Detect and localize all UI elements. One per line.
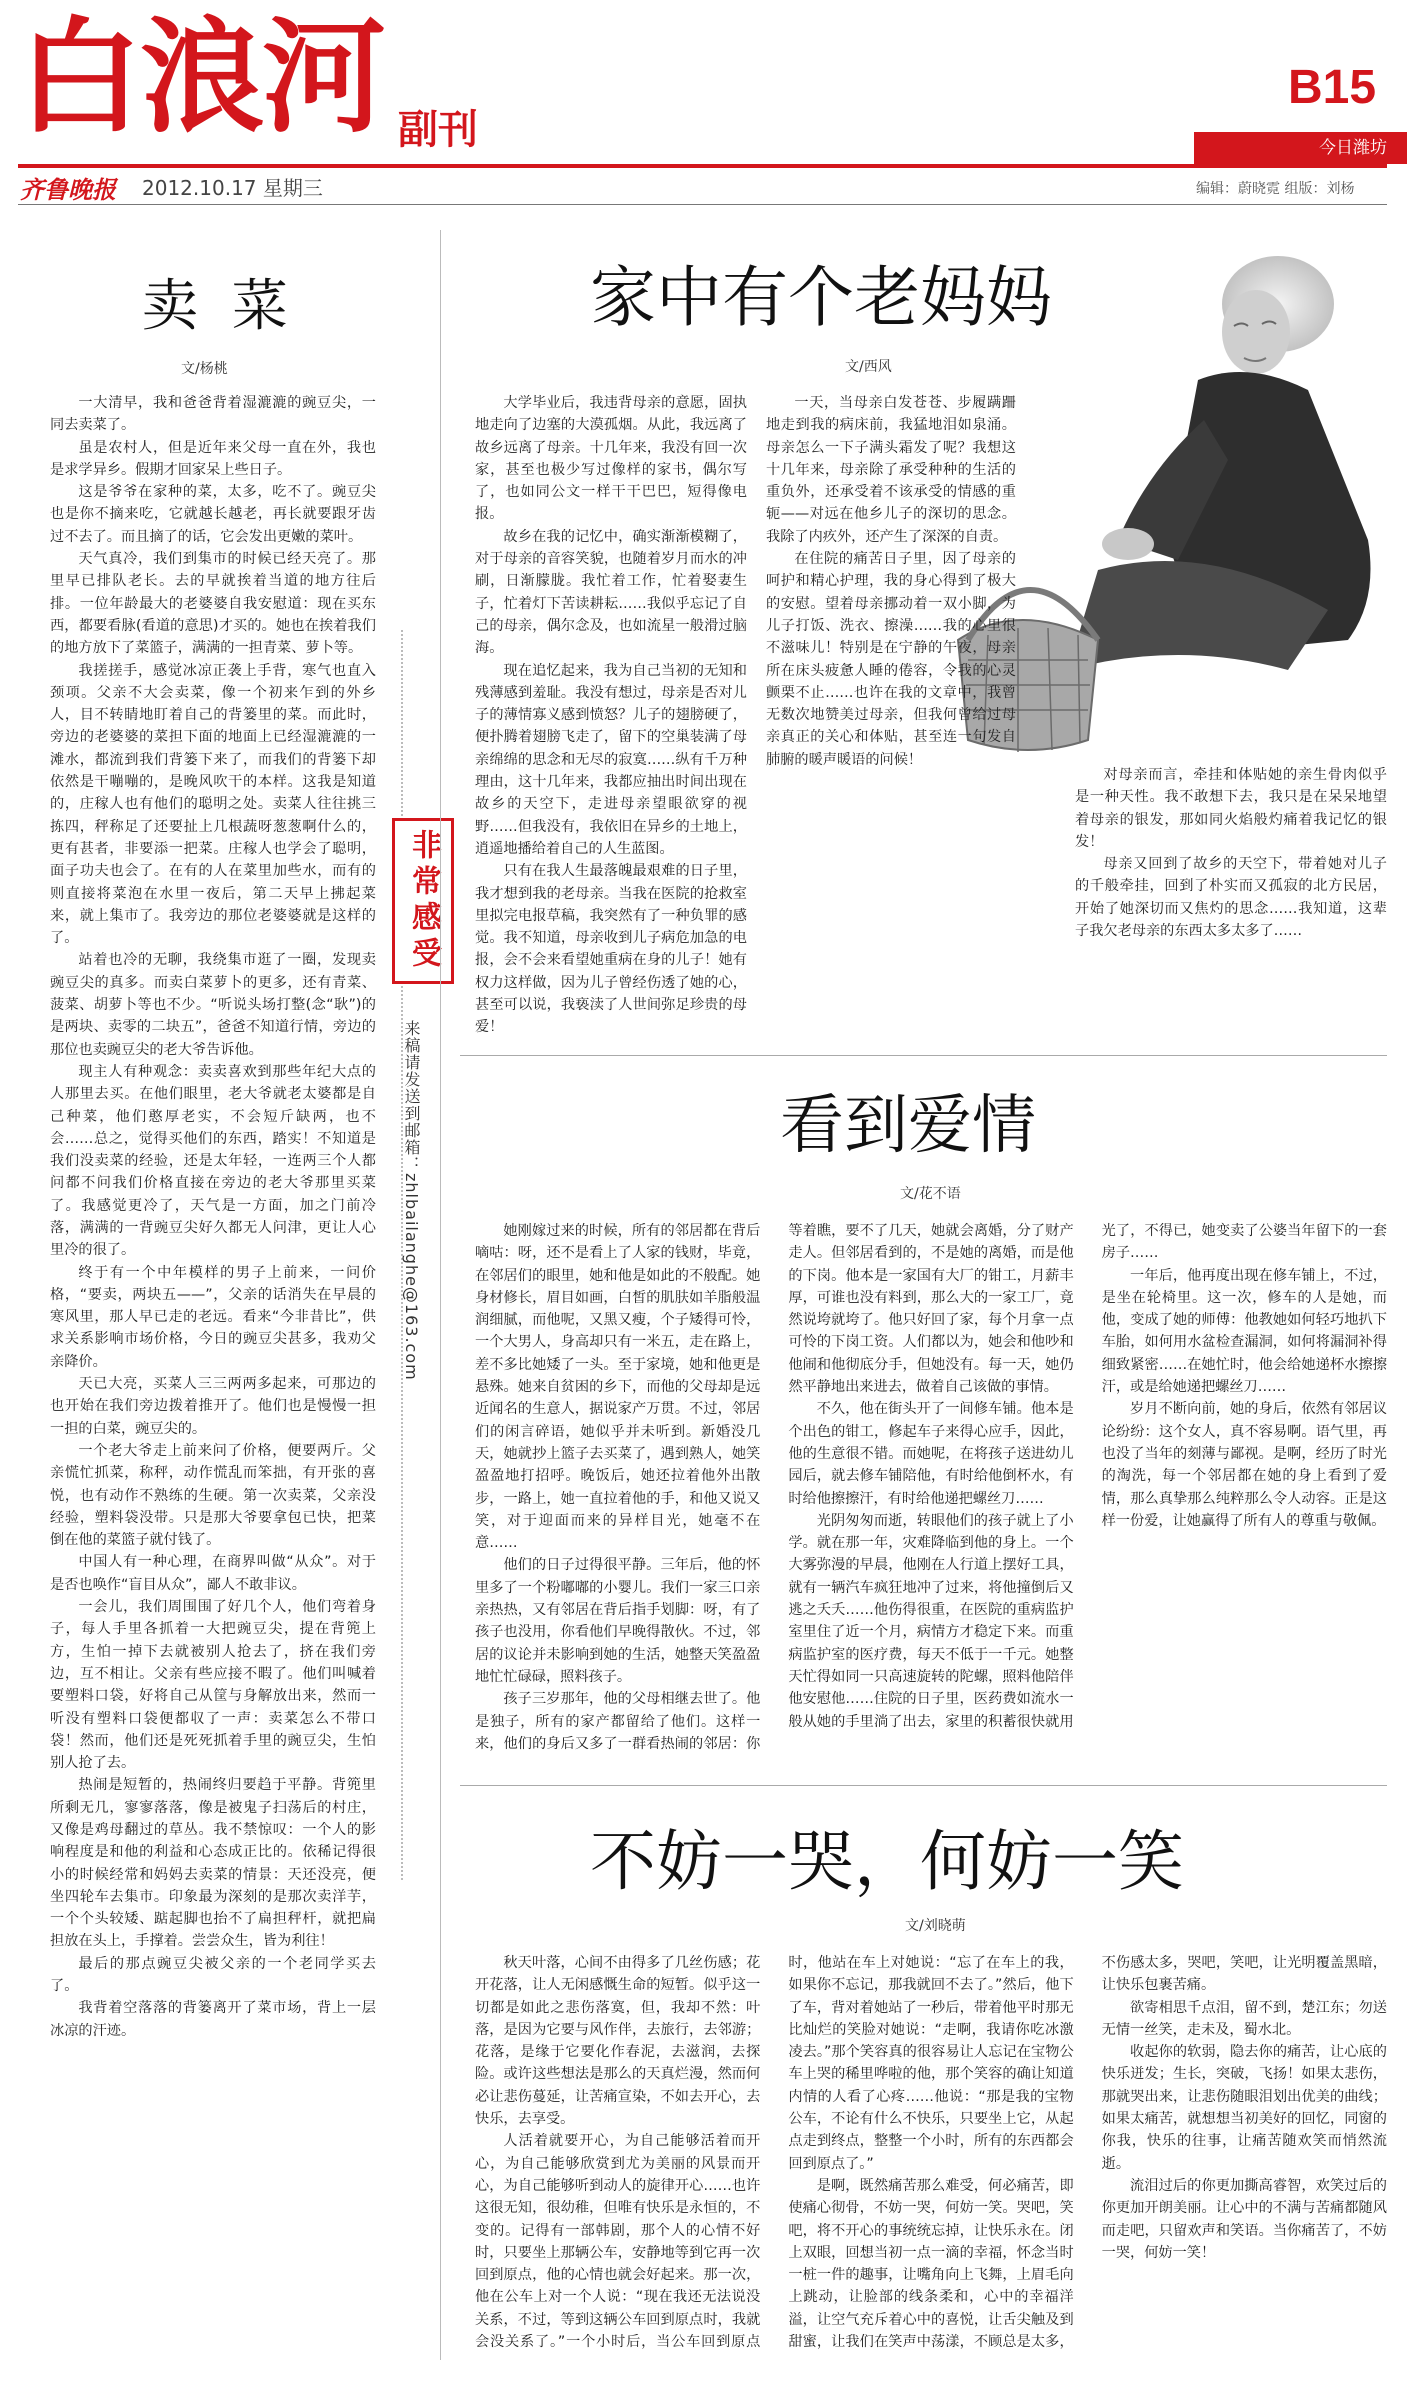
paragraph: 一大清早，我和爸爸背着湿漉漉的豌豆尖，一同去卖菜了。 (50, 395, 376, 434)
paragraph: 站着也冷的无聊，我绕集市逛了一圈，发现卖豌豆尖的真多。而卖白菜萝卜的更多，还有青菜、菠菜、胡萝卜等也不少。“听说头场打整(念“耿”)的是两块、卖零的二块五”，爸爸不知道行情，旁边的那位也卖豌豆尖的老大爷告诉他。 (50, 952, 376, 1058)
paragraph: 人活着就要开心，为自己能够活着而开心，为自己能够欣赏到尤为美丽的风景而开心，为自己能够听到动人的旋律开心……也许这很无知，很幼稚，但唯有快乐是永恒的，不变的。记得有一部韩剧，那个人的心情不好时，只要坐上那辆公车，安静地等到它再一次回到原点，他的心情也就会好起来。那一次，他在公车上对一个人说：“现在我还无法说没关系，不过，等到这辆公车回到原点时，我就会没关系了。”一个小时后，当公车回到原点时，他站在车上对她说：“忘了在车上的我，如果你不忘记，那我就回不去了。”然后，他下了车，背对着她站了一秒后，带着他平时那无比灿烂的笑脸对她说：“走啊，我请你吃冰激凌去。”那个笑容真的很容易让人忘记在宝物公车上哭的稀里哗啦的他，那个笑容的确让知道内情的人看了心疼……他说：“那是我的宝物公车，不论有什么不快乐，只要坐上它，从起点走到终点，整整一个小时，所有的东西都会回到原点了。” (475, 1955, 1074, 2351)
paragraph: 这是爷爷在家种的菜，太多，吃不了。豌豆尖也是你不摘来吃，它就越长越老，再长就要跟牙齿过不去了。而且摘了的话，它会发出更嫩的菜叶。 (50, 484, 376, 545)
paragraph: 孩子三岁那年，他的父母相继去世了。他是独子，所有的家产都留给了他们。这样一来，他们的身后又多了一群看热闹的邻居：你等着瞧，要不了几天，她就会离婚，分了财产走人。但邻居看到的，不是她的离婚，而是他的下岗。他本是一家国有大厂的钳工，月薪丰厚，可谁也没有料到，那么大的一家工厂，竟然说垮就垮了。他只好回了家，每个月拿一点可怜的下岗工资。人们都以为，她会和他吵和他闹和他彻底分手，但她没有。每一天，她仍然平静地出来进去，做着自己该做的事情。 (475, 1223, 1074, 1752)
paragraph: 对母亲而言，牵挂和体贴她的亲生骨肉似乎是一种天性。我不敢想下去，我只是在呆呆地望着母亲的银发，那如同火焰般灼痛着我记忆的银发！ (1075, 767, 1387, 850)
article-body-mother-col3 (1075, 764, 1387, 1040)
paragraph: 虽是农村人，但是近年来父母一直在外，我也是求学异乡。假期才回家呆上些日子。 (50, 439, 376, 478)
paragraph: 中国人有一种心理，在商界叫做“从众”。对于是否也唤作“盲目从众”，鄙人不敢非议。 (50, 1554, 376, 1593)
editor-line: 编辑：蔚晓霓 组版：刘杨 (1196, 181, 1355, 197)
paragraph: 大学毕业后，我违背母亲的意愿，固执地走向了边塞的大漠孤烟。从此，我远离了故乡远离了母亲。十几年来，我没有回一次家，甚至也极少写过像样的家书，偶尔写了，也如同公文一样干干巴巴，短得像电报。 (475, 395, 747, 523)
paragraph: 故乡在我的记忆中，确实渐渐模糊了，对于母亲的音容笑貌，也随着岁月而水的冲刷，日渐朦胧。我忙着工作，忙着娶妻生子，忙着灯下苦读耕耘……我似乎忘记了自己的母亲，偶尔念及，也如流星一般滑过脑海。 (475, 528, 747, 657)
paragraph: 是啊，既然痛苦那么难受，何必痛苦，即使痛心彻骨，不妨一哭，何妨一笑。哭吧，笑吧，将不开心的事统统忘掉，让快乐永在。闭上双眼，回想当初一点一滴的幸福，怀念当时一桩一件的趣事，让嘴角向上飞舞，上眉毛向上跳动，让脸部的线条柔和，心中的幸福洋溢，让空气充斥着心中的喜悦，让舌尖触及到甜蜜，让我们在笑声中荡漾，不顾总是太多，不伤感太多，哭吧，笑吧，让光明覆盖黑暗，让快乐包裹苦痛。 (788, 1955, 1387, 2351)
paragraph: 欲寄相思千点泪，留不到，楚江东；勿送无情一丝笑，走未及，蜀水北。 (1101, 1999, 1387, 2038)
paragraph: 最后的那点豌豆尖被父亲的一个老同学买去了。 (50, 1955, 376, 1995)
column-rule (440, 230, 441, 2360)
submission-email: 来稿请发送到邮箱：zhlbailanghe@163.com (402, 1020, 421, 1381)
section-rule (460, 1055, 1387, 1056)
paragraph: 不久，他在街头开了一间修车铺。他本是个出色的钳工，修起车子来得心应手，因此，他的生意很不错。而她呢，在将孩子送进幼儿园后，就去修车铺陪他，有时给他倒杯水，有时给他擦擦汗，有时给他递把螺丝刀…… (788, 1401, 1074, 1507)
paragraph: 收起你的软弱，隐去你的痛苦，让心底的快乐迸发；生长，突破，飞扬！如果太悲伤，那就哭出来，让悲伤随眼泪划出优美的曲线；如果太痛苦，就想想当初美好的回忆，同窗的你我，快乐的往事，让痛苦随欢笑而悄然流逝。 (1101, 2044, 1387, 2172)
paragraph: 只有在我人生最落魄最艰难的日子里，我才想到我的老母亲。当我在医院的抢救室里拟完电报草稿，我突然有了一种负罪的感觉。我不知道，母亲收到儿子病危加急的电报，会不会来看望她重病在身的儿子！她有权力这样做，因为儿子曾经伤透了她的心，甚至可以说，我亵渎了人世间弥足珍贵的母爱！ (475, 863, 747, 1036)
paragraph: 他们的日子过得很平静。三年后，他的怀里多了一个粉嘟嘟的小婴儿。我们一家三口亲亲热热，又有邻居在背后指手划脚：呀，有了孩子也没用，你看他们早晚得散伙。不过，邻居的议论并未影响到她的生活，她整天笑盈盈地忙忙碌碌，照料孩子。 (475, 1557, 761, 1685)
masthead-title: 白浪河 (18, 5, 385, 150)
header-thin-rule (18, 204, 1387, 205)
paragraph: 天气真冷，我们到集市的时候已经天亮了。那里早已排队老长。去的早就挨着当道的地方往后排。一位年龄最大的老婆婆自我安慰道：现在买东西，都要看脉(看道的意思)才买的。她也在挨着我们的地方放下了菜篮子，满满的一担青菜、萝卜等。 (50, 551, 376, 657)
paragraph: 光阴匆匆而逝，转眼他们的孩子就上了小学。就在那一年，灾难降临到他的身上。一个大雾弥漫的早晨，他刚在人行道上摆好工具，就有一辆汽车疯狂地冲了过来，将他撞倒后又逃之夭夭……他伤得很重，在医院的重病监护室里住了近一个月，病情方才稳定下来。而重病监护室的医疗费，每天不低于一千元。她整天忙得如同一只高速旋转的陀螺，照料他陪伴他安慰他……住院的日子里，医药费如流水一般从她的手里淌了出去，家里的积蓄很快就用光了，不得已，她变卖了公婆当年留下的一套房子…… (788, 1223, 1387, 1730)
paragraph: 流泪过后的你更加撕高睿智，欢笑过后的你更加开朗美丽。让心中的不满与苦痛都随风而走吧，只留欢声和笑语。当你痛苦了，不妨一哭，何妨一笑！ (1101, 2177, 1387, 2261)
paragraph: 一会儿，我们周围围了好几个人，他们弯着身子，每人手里各抓着一大把豌豆尖，提在背篼上方，生怕一掉下去就被别人抢去了，挤在我们旁边，互不相让。父亲有些应接不暇了。他们叫喊着要塑料口袋，好将自己从筐与身解放出来，然而一听没有塑料口袋便都収了一声：卖菜怎么不带口袋！然而，他们还是死死抓着手里的豌豆尖，生怕别人抢了去。 (50, 1599, 376, 1772)
article-title-love: 看到爱情 (780, 1089, 1036, 1163)
paragraph: 她刚嫁过来的时候，所有的邻居都在背后嘀咕：呀，还不是看上了人家的钱财，毕竟，在邻居们的眼里，她和他是如此的不般配。她身材修长，眉目如画，白皙的肌肤如羊脂般温润细腻，而他呢，又黑又瘦，个子矮得可怜，一个大男人，身高却只有一米五，走在路上，差不多比她矮了一头。至于家境，她和他更是悬殊。她来自贫困的乡下，而他的父母却是远近闻名的生意人，据说家产万贯。不过，邻居们的闲言碎语，她似乎并未听到。新婚没几天，她就抄上篮子去买菜了，遇到熟人，她笑盈盈地打招呼。晚饭后，她还拉着他外出散步，一路上，她一直拉着他的手，和他又说又笑，对于迎面而来的异样目光，她毫不在意…… (475, 1223, 761, 1552)
page-number: B15 (1288, 61, 1377, 114)
paragraph: 在住院的痛苦日子里，因了母亲的呵护和精心护理，我的身心得到了极大的安慰。望着母亲挪动着一双小脚，为儿子打饭、洗衣、擦澡……我的心里很不滋味儿！特别是在宁静的午夜，母亲所在床头疲惫人睡的倦容，令我的心灵颤栗不止……也许在我的文章中，我曾无数次地赞美过母亲，但我何曾给过母亲真正的关心和体贴，甚至连一句发自肺腑的暖声暖语的问候！ (766, 551, 1016, 768)
article-title-mother: 家中有个老妈妈 (590, 259, 1052, 336)
feature-stamp: 非常感受 (392, 818, 454, 984)
article-body-mother-col1 (475, 392, 747, 1040)
paragraph: 一天，当母亲白发苍苍、步履蹒跚地走到我的病床前，我猛地泪如泉涌。母亲怎么一下子满头霜发了呢？我想这十几年来，母亲除了承受种种的生活的重负外，还承受着不该承受的情感的重轭——对远在他乡儿子的深切的思念。我除了内疚外，还产生了深深的自责。 (766, 395, 1016, 545)
paragraph: 热闹是短暂的，热闹终归要趋于平静。背篼里所剩无几，寥寥落落，像是被鬼子扫荡后的村庄，又像是鸡母翻过的草丛。我不禁惊叹：一个人的影响程度是和他的利益和心态成正比的。依稀记得很小的时候经常和妈妈去卖菜的情景：天还没亮，便坐四轮车去集市。印象最为深刻的是那次卖洋芋，一个个头较矮、踮起脚也抬不了扁担秤杆，就把扁担放在头上，手撑着。尝尝众生，皆为利往！ (50, 1777, 376, 1950)
paragraph: 现在追忆起来，我为自己当初的无知和残薄感到羞耻。我没有想过，母亲是否对儿子的薄情寡义感到愤怒？儿子的翅膀硬了，便扑腾着翅膀飞走了，留下的空巢装满了母亲绵绵的思念和无尽的寂寞……纵有千万种理由，这十几年来，我都应抽出时间出现在故乡的天空下，走进母亲望眼欲穿的视野……但我没有，我依旧在异乡的土地上，逍遥地播给着自己的人生蓝图。 (475, 662, 747, 857)
paragraph: 我背着空落落的背篓离开了菜市场，背上一层冰凉的汗迹。 (50, 2000, 376, 2039)
paragraph: 一年后，他再度出现在修车铺上，不过，是坐在轮椅里。这一次，修车的人是她，而他，变成了她的师傅：他教她如何轻巧地扒下车胎，如何用水盆检查漏洞，如何将漏洞补得细致紧密……在她忙时，他会给她递杯水擦擦汗，或是给她递把螺丝刀…… (1101, 1267, 1387, 1396)
issue-date: 2012.10.17 星期三 (142, 176, 323, 200)
article-byline-mother: 文/西风 (845, 359, 892, 375)
article-body-cry (475, 1952, 1387, 2362)
paragraph: 母亲又回到了故乡的天空下，带着她对儿子的千般牵挂，回到了朴实而又孤寂的北方民居，开始了她深切而又焦灼的思念……我知道，这辈子我欠老母亲的东西太多太多了…… (1075, 856, 1387, 940)
article-body-mother-col2 (766, 392, 1016, 1040)
article-title-maicai: 卖 菜 (142, 274, 296, 339)
paragraph: 一个老大爷走上前来问了价格，便要两斤。父亲慌忙抓菜，称秤，动作慌乱而笨拙，有开张的喜悦，也有动作不熟练的生硬。第一次卖菜，父亲没经验，塑料袋没带。只是那大爷要拿包已快，把菜倒在他的菜篮子就付钱了。 (50, 1442, 376, 1549)
supplement-label: 副刊 (398, 106, 478, 153)
paragraph: 现主人有种观念：卖卖喜欢到那些年纪大点的人那里去买。在他们眼里，老大爷就老太婆都是自己种菜，他们憨厚老实，不会短斤缺两，也不会……总之，觉得买他们的东西，踏实！不知道是我们没卖菜的经验，还是太年轻，一连两三个人都问都不问我们价格直接在旁边的老大爷那里买菜了。我感觉更冷了，天气是一方面，加之门前冷落，满满的一背豌豆尖好久都无人问津，更让人心里冷的很了。 (50, 1063, 376, 1259)
paragraph: 秋天叶落，心间不由得多了几丝伤感；花开花落，让人无闲感慨生命的短暂。似乎这一切都是如此之悲伤落寞，但，我却不然：叶落，是因为它要与风作伴，去旅行，去邻游；花落，是缘于它要化作春泥，去滋润，去探险。或许这些想法是那么的天真烂漫，然而何必让悲伤蔓延，让苦痛宣染，不如去开心，去快乐，去享受。 (475, 1955, 761, 2128)
paragraph: 终于有一个中年模样的男子上前来，一问价格，“要卖，两块五——”，父亲的话消失在早晨的寒风里，那人早已走的老远。看来“今非昔比”，供求关系影响市场价格，今日的豌豆尖甚多，我劝父亲降价。 (50, 1264, 376, 1370)
article-body-maicai (50, 392, 376, 2352)
header-rule (18, 164, 1387, 168)
paragraph: 天已大亮，买菜人三三两两多起来，可那边的也开始在我们旁边拨着推开了。他们也是慢慢一担一担的白菜，豌豆尖的。 (50, 1376, 376, 1437)
article-title-cry: 不妨一哭，何妨一笑 (590, 1823, 1184, 1900)
section-tab: 今日潍坊 (1194, 132, 1407, 164)
article-byline-maicai: 文/杨桃 (181, 361, 228, 377)
paragraph: 我搓搓手，感觉冰凉正袭上手背，寒气也直入颈项。父亲不大会卖菜，像一个初来乍到的外乡人，目不转睛地盯着自己的背篓里的菜。而此时，旁边的老婆婆的菜担下面的地面上已经湿漉漉的一滩水，都流到我们背篓下来了，而我们的背篓下却依然是干嘣嘣的，是晚风吹干的本样。这我是知道的，庄稼人也有他们的聪明之处。卖菜人往往挑三拣四，秤称足了还要扯上几根蔬呀葱葱啊什么的，更有甚者，非要添一把菜。庄稼人也学会了聪明，面子功夫也会了。在有的人在菜里加些水，而有的则直接将菜泡在水里一夜后，第二天早上拂起菜来，就上集市了。我旁边的那位老婆婆就是这样的了。 (50, 662, 376, 947)
section-rule (460, 1785, 1387, 1786)
article-body-love (475, 1220, 1387, 1775)
article-byline-love: 文/花不语 (900, 1186, 961, 1202)
article-byline-cry: 文/刘晓萌 (905, 1918, 966, 1934)
paragraph: 岁月不断向前，她的身后，依然有邻居议论纷纷：这个女人，真不容易啊。语气里，再也没了当年的刻薄与鄙视。是啊，经历了时光的淘洗，每一个邻居都在她的身上看到了爱情，那么真挚那么纯粹那么令人动容。正是这样一份爱，让她赢得了所有人的尊重与敬佩。 (1101, 1401, 1387, 1529)
newspaper-logo: 齐鲁晚报 (20, 175, 116, 204)
